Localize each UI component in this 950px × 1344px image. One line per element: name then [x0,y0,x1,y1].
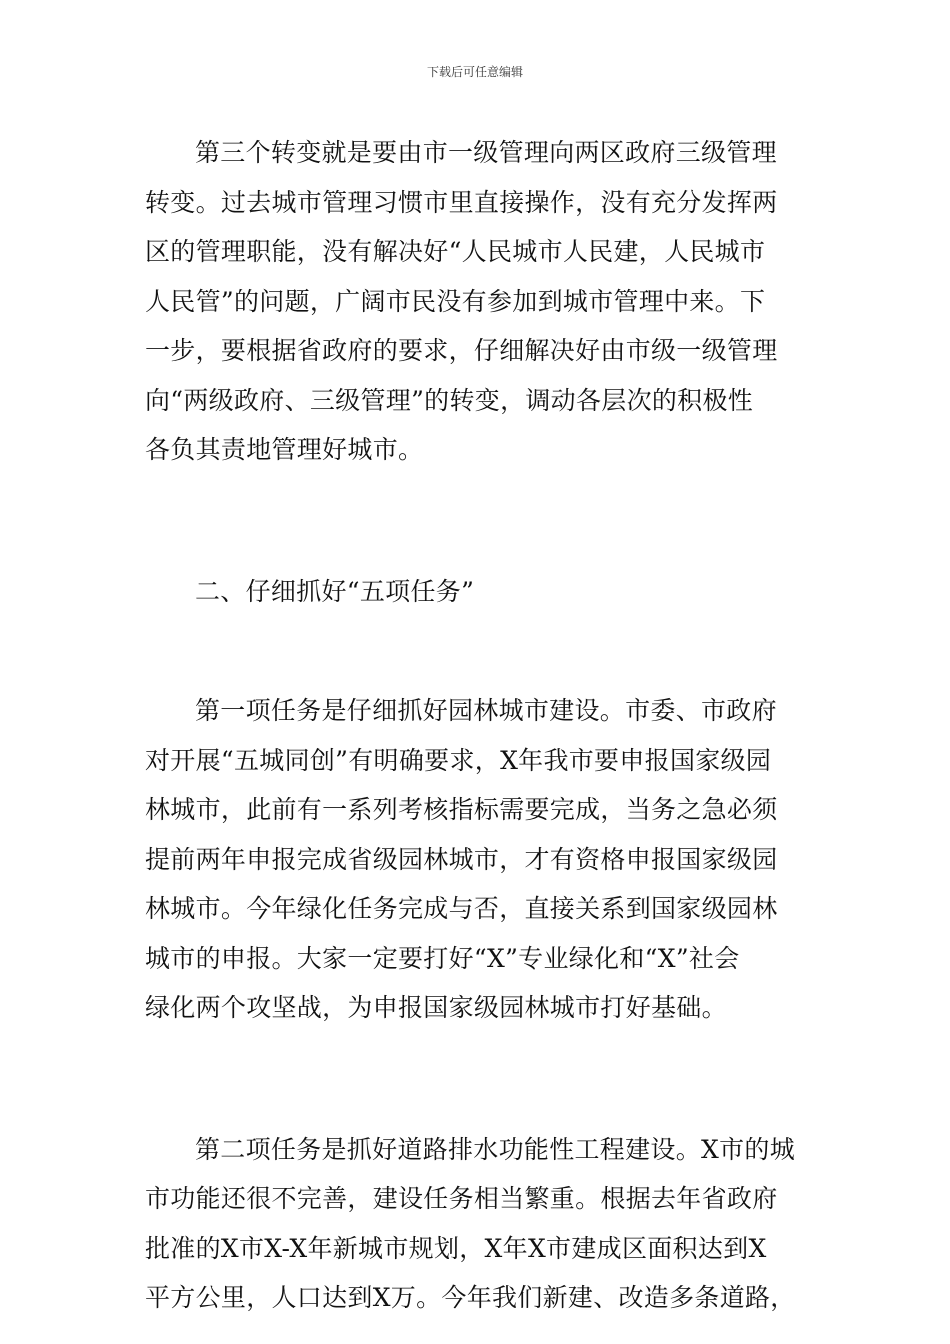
section-heading [145,567,811,617]
page-header: 下载后可任意编辑 [426,65,523,79]
document-body [145,128,811,1323]
text-line: 一步，要根据省政府的要求，仔细解决好由市级一级管理 [145,336,778,365]
paragraph-task-two [145,1125,811,1323]
text-line: 绿化两个攻坚战，为申报国家级园林城市打好基础。 [145,993,727,1022]
text-line: 转变。过去城市管理习惯市里直接操作，没有充分发挥两 [145,187,778,217]
paragraph-task-one [145,686,811,1033]
paragraph-third-transformation [145,128,811,475]
text-line: 第一项任务是仔细抓好园林城市建设。市委、市政府 [195,696,777,725]
text-line: 区的管理职能，没有解决好“人民城市人民建，人民城市 [145,237,766,266]
spacer [145,475,811,567]
text-line: 批准的X市X-X年新城市规划，X年X市建成区面积达到X [145,1233,767,1263]
text-line: 林城市，此前有一系列考核指标需要完成，当务之急必须 [145,795,778,824]
text-line: 向“两级政府、三级管理”的转变，调动各层次的积极性 [145,385,754,415]
text-line: 第二项任务是抓好道路排水功能性工程建设。X市的城 [195,1134,795,1164]
section-heading-text: 二、仔细抓好“五项任务” [195,576,475,606]
text-line: 平方公里，人口达到X万。今年我们新建、改造多条道路， [145,1283,796,1312]
text-line: 市功能还很不完善，建设任务相当繁重。根据去年省政府 [145,1184,778,1213]
text-line: 提前两年申报完成省级园林城市，才有资格申报国家级园 [145,844,778,874]
spacer [145,1033,811,1125]
spacer [145,616,811,686]
text-line: 人民管”的问题，广阔市民没有参加到城市管理中来。下 [145,286,766,316]
text-line: 城市的申报。大家一定要打好“X”专业绿化和“X”社会 [145,943,740,973]
text-line: 对开展“五城同创”有明确要求，X年我市要申报国家级园 [145,745,772,775]
text-line: 林城市。今年绿化任务完成与否，直接关系到国家级园林 [145,894,778,923]
text-line: 各负其责地管理好城市。 [145,435,424,464]
text-line: 第三个转变就是要由市一级管理向两区政府三级管理 [195,138,777,167]
